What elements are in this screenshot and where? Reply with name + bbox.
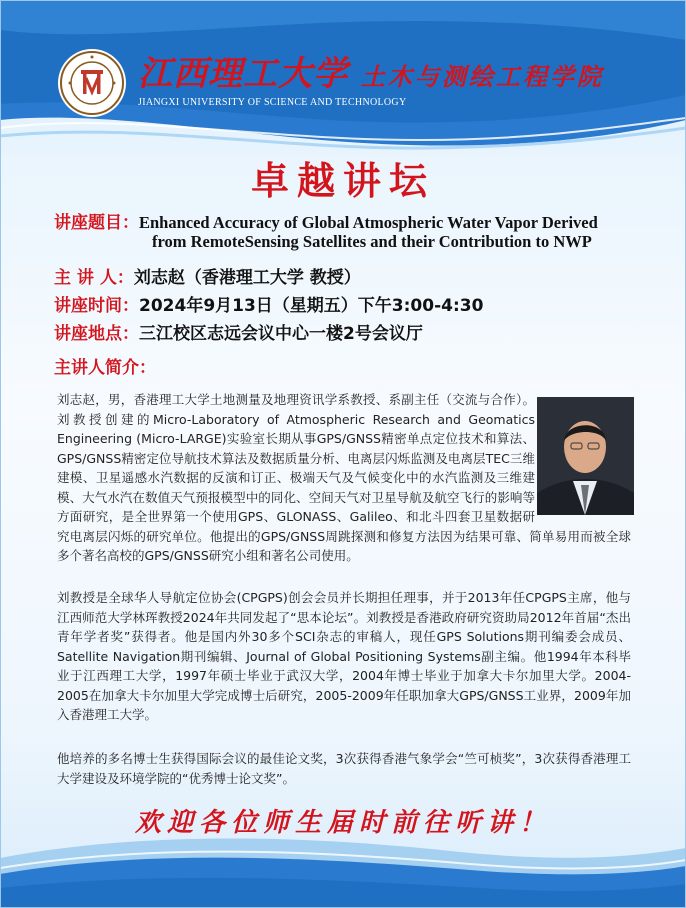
speaker-row (54, 263, 361, 288)
bio-paragraph-3-text: 他培养的多名博士生获得国际会议的最佳论文奖，3次获得香港气象学会“竺可桢奖”，3次获得香港理工大学建设及环境学院的“优秀博士论文奖”。 (57, 751, 631, 786)
time-row (54, 291, 483, 316)
time-value: 2024年9月13日（星期五）下午3:00-4:30 (139, 296, 484, 316)
college-name: 土木与测绘工程学院 (360, 62, 604, 91)
place-label: 讲座地点： (54, 324, 139, 344)
university-logo (57, 48, 127, 118)
bio-paragraph-1-text: 刘志赵，男，香港理工大学土地测量及地理资讯学系教授、系副主任（交流与合作）。刘教授创建的Micro-Laboratory of Atmospheric Research and Geomatics Engineering (Micro-LARGE)实验室长期从事GPS/GNSS精密单点定位技术和算法、 GPS/GNSS精密定位导航技术算法及数据质量分析、电离层闪烁监测及电离层TEC三维建模、卫星遥感水汽数据的反演和订正、极端天气及气候变化中的水汽监测及三维建模、大气水汽在数值天气预报模型中的同化、空间天气对卫星导航及航空飞行的影响等方面研究，是全世界第一个使用GPS、GLONASS、Galileo、和北斗四套卫星数据研究电离层闪烁的研究单位。他提出的GPS/GNSS周跳探测和修复方法因为结果可靠、简单易用而被全球多个著名高校的GPS/GNSS研究小组和著名公司使用。 (57, 392, 631, 563)
topic-line-2: from RemoteSensing Satellites and their Contribution to NWP (152, 232, 592, 251)
school-name-en: JIANGXI UNIVERSITY OF SCIENCE AND TECHNOLOGY (138, 97, 407, 108)
forum-title: 卓越讲坛 (250, 158, 435, 203)
topic-label: 讲座题目： (54, 213, 139, 233)
place-row (54, 319, 423, 344)
speaker-label: 主 讲 人： (54, 268, 134, 288)
university-name: 江西理工大学 (138, 54, 348, 94)
welcome-message: 欢迎各位师生届时前往听讲！ (134, 808, 551, 838)
bio-paragraph-2-text: 刘教授是全球华人导航定位协会(CPGPS)创会会员并长期担任理事，并于2013年任CPGPS主席，他与江西师范大学林珲教授2024年共同发起了“思本论坛”。刘教授是香港政府研究资助局2012年首届“杰出青年学者奖”获得者。他是国内外30多个SCI杂志的审稿人，现任GPS Solutions期刊编委会成员、Satellite Navigation期刊编辑、Journal of Global Positioning Systems副主编。他1994年本科毕业于江西理工大学，1997年硕士毕业于武汉大学，2004年博士毕业于加拿大卡尔加里大学。2004-2005在加拿大卡尔加里大学完成博士后研究，2005-2009年任职加拿大GPS/GNSS工业界，2009年加入香港理工大学。 (57, 590, 631, 722)
bio-heading: 主讲人简介： (54, 358, 156, 378)
bio-paragraph-3 (57, 749, 631, 788)
place-value: 三江校区志远会议中心一楼2号会议厅 (139, 324, 423, 344)
bio-paragraph-2 (57, 588, 631, 725)
footer-banner (0, 818, 686, 908)
topic-line-1: Enhanced Accuracy of Global Atmospheric Water Vapor Derived (139, 213, 598, 232)
topic-row (54, 208, 598, 233)
time-label: 讲座时间： (54, 296, 139, 316)
school-name-cn (138, 46, 604, 95)
speaker-photo (537, 397, 634, 515)
speaker-value: 刘志赵（香港理工大学 教授） (133, 268, 361, 288)
